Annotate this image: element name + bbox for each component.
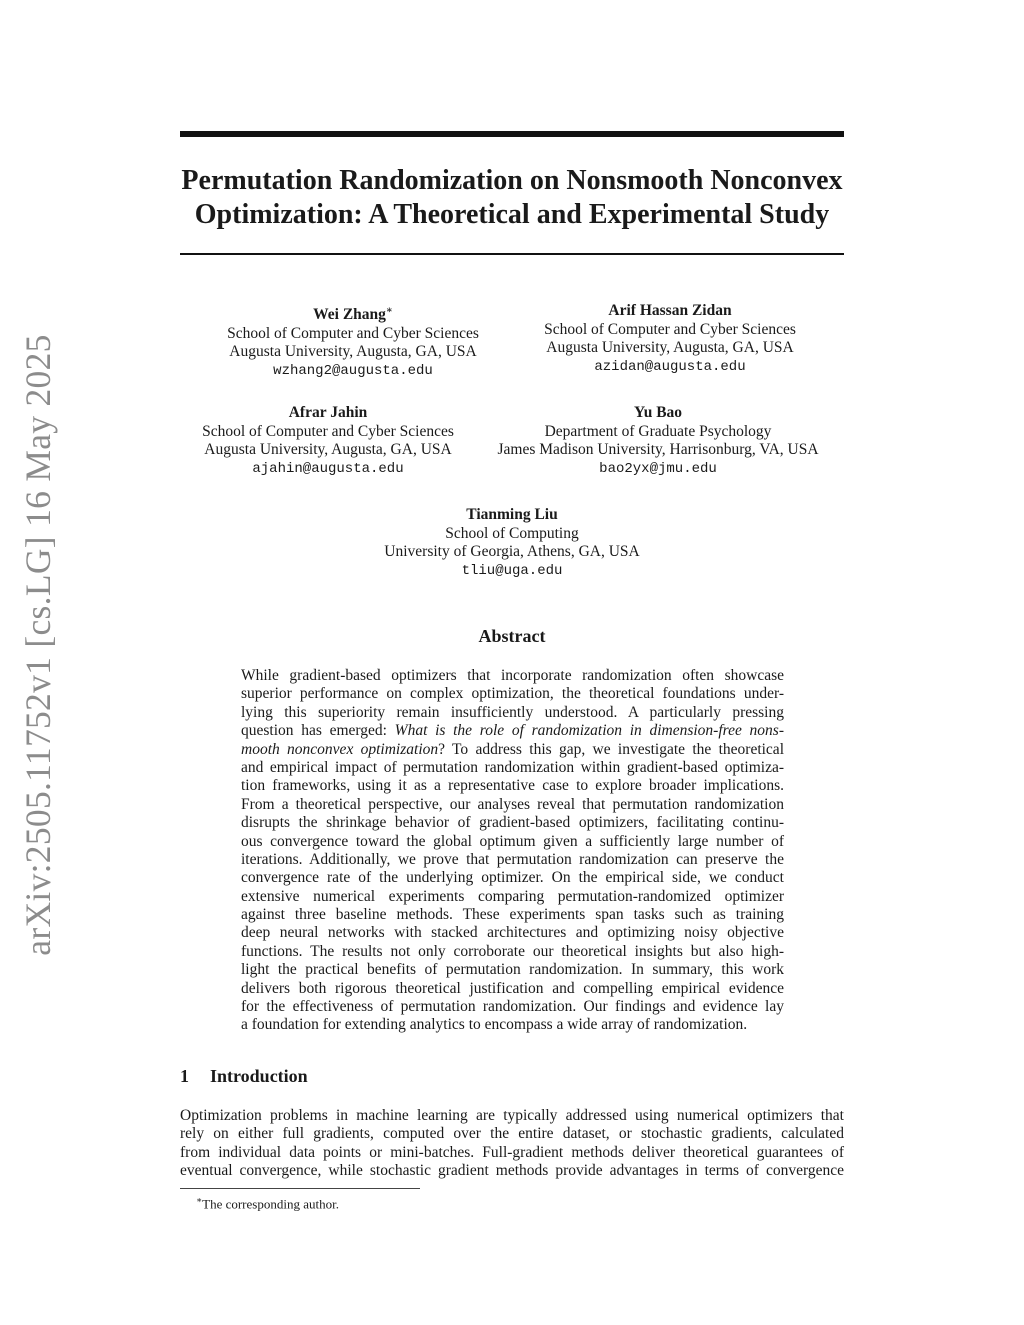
- paper-title: [180, 164, 844, 232]
- abstract-line: disrupts the shrinkage behavior of gradient-based optimizers, facilitating continu-: [241, 814, 784, 832]
- author-affiliation: Augusta University, Augusta, GA, USA: [229, 343, 477, 361]
- author-email: azidan@augusta.edu: [594, 358, 746, 375]
- research-question: What is the role of randomization in dimension-free nons-: [394, 722, 784, 740]
- author-email: wzhang2@augusta.edu: [273, 362, 433, 379]
- research-question-cont: mooth nonconvex optimization: [241, 740, 439, 758]
- author-block-1: [227, 302, 479, 380]
- abstract-line: extensive numerical experiments comparing permutation-randomized optimizer: [241, 887, 784, 905]
- abstract-line: against three baseline methods. These experiments span tasks such as training: [241, 906, 784, 924]
- title-bottom-rule: [180, 253, 844, 255]
- intro-line: Optimization problems in machine learning are typically addressed using numerical optimizers that: [180, 1107, 844, 1124]
- introduction-body: [180, 1107, 844, 1181]
- abstract-heading: Abstract: [478, 626, 546, 646]
- author-dept: School of Computer and Cyber Sciences: [544, 320, 796, 338]
- author-email: tliu@uga.edu: [461, 562, 563, 579]
- author-name: Arif Hassan Zidan: [608, 302, 732, 319]
- footnote-marker: ∗: [196, 1195, 203, 1205]
- arxiv-identifier: arXiv:2505.11752v1 [cs.LG] 16 May 2025: [18, 334, 58, 956]
- author-dept: School of Computer and Cyber Sciences: [202, 422, 454, 440]
- section-number: 1: [180, 1066, 189, 1086]
- section-title: Introduction: [210, 1066, 308, 1086]
- title-line-2: Optimization: A Theoretical and Experimental Study: [194, 199, 830, 230]
- title-line-1: Permutation Randomization on Nonsmooth Nonconvex: [181, 165, 843, 196]
- footnote-text: The corresponding author.: [202, 1196, 339, 1212]
- author-affiliation: Augusta University, Augusta, GA, USA: [204, 441, 452, 458]
- abstract-body: [241, 667, 784, 1035]
- author-name: Tianming Liu: [466, 506, 558, 523]
- author-email: ajahin@augusta.edu: [252, 460, 404, 477]
- intro-line: rely on either full gradients, computed over the entire dataset, or stochastic gradients, calculated: [180, 1125, 844, 1143]
- footnote: [196, 1192, 339, 1212]
- abstract-line: a foundation for extending analytics to encompass a wide array of randomization.: [241, 1016, 748, 1034]
- author-block-2: [544, 302, 796, 376]
- intro-line: from individual data points or mini-batches. Full-gradient methods deliver theoretical guarantees of: [180, 1143, 844, 1161]
- abstract-line: question has emerged: What is the role of randomization in dimension-free nons-: [241, 722, 784, 740]
- abstract-line: lying this superiority remain insufficiently understood. A particularly pressing: [241, 703, 784, 721]
- author-dept: Department of Graduate Psychology: [544, 422, 772, 440]
- author-block-4: [497, 404, 818, 478]
- section-heading-introduction: [180, 1066, 308, 1087]
- title-top-rule: [180, 131, 844, 137]
- abstract-line: functions. The results not only corroborate our theoretical insights but also high-: [241, 942, 784, 960]
- author-block-3: [202, 404, 454, 478]
- abstract-line: light the practical benefits of permutation randomization. In summary, this work: [241, 961, 784, 979]
- intro-line: eventual convergence, while stochastic gradient methods provide advantages in terms of convergence: [180, 1162, 844, 1180]
- abstract-line: for the effectiveness of permutation randomization. Our findings and evidence lay: [241, 998, 784, 1016]
- author-dept: School of Computer and Cyber Sciences: [227, 324, 479, 342]
- author-affiliation: James Madison University, Harrisonburg, VA, USA: [497, 441, 819, 458]
- abstract-line: From a theoretical perspective, our analyses reveal that permutation randomization: [241, 795, 784, 813]
- abstract-line: tion frameworks, using it as a representative case to explore broader implications.: [241, 777, 784, 795]
- author-block-5: [384, 506, 639, 580]
- author-name: Afrar Jahin: [288, 404, 368, 421]
- author-affiliation: Augusta University, Augusta, GA, USA: [546, 339, 794, 356]
- author-email: bao2yx@jmu.edu: [599, 460, 717, 477]
- author-dept: School of Computing: [445, 524, 579, 542]
- abstract-line: superior performance on complex optimization, the theoretical foundations under-: [241, 685, 784, 703]
- author-name: Yu Bao: [633, 404, 683, 421]
- author-affiliation: University of Georgia, Athens, GA, USA: [384, 543, 640, 560]
- author-name: Wei Zhang∗: [313, 305, 393, 324]
- footnote-rule: [180, 1188, 420, 1189]
- abstract-line: convergence rate of the underlying optimizer. On the empirical side, we conduct: [241, 869, 784, 887]
- abstract-line: While gradient-based optimizers that incorporate randomization often showcase: [241, 667, 784, 684]
- corresponding-marker: ∗: [385, 305, 393, 316]
- abstract-line: iterations. Additionally, we prove that permutation randomization can preserve the: [241, 850, 784, 868]
- abstract-line: and empirical impact of permutation randomization within gradient-based optimiza-: [241, 758, 784, 776]
- abstract-line: delivers both rigorous theoretical justification and compelling empirical evidence: [241, 979, 784, 997]
- abstract-line: deep neural networks with stacked architectures and optimizing noisy objective: [241, 924, 784, 942]
- abstract-line: mooth nonconvex optimization? To address this gap, we investigate the theoretical: [241, 740, 784, 758]
- abstract-line: ous convergence toward the global optimum given a sufficiently large number of: [241, 832, 784, 850]
